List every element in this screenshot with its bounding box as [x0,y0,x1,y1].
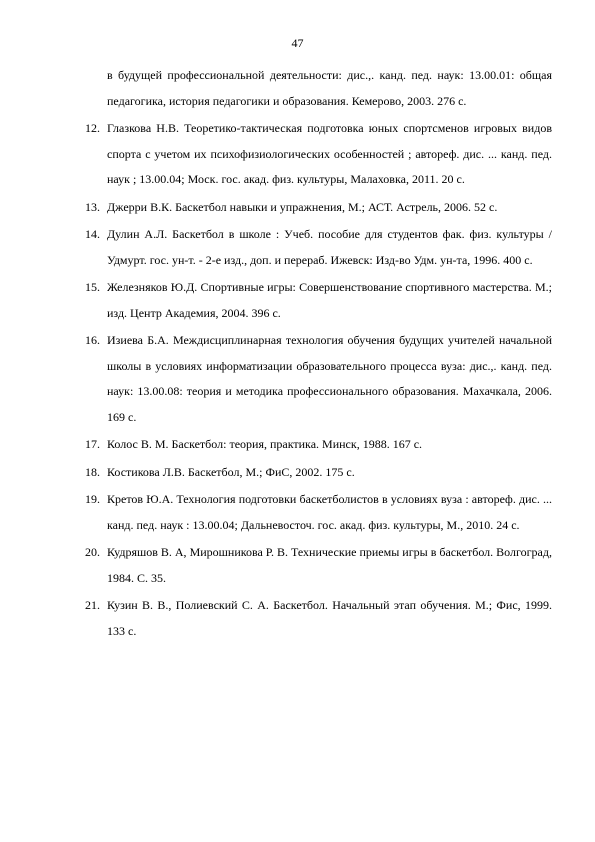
reference-number: 12. [85,121,100,135]
reference-number: 17. [85,437,100,451]
reference-list [85,63,552,646]
reference-text: Кузин В. В., Полиевский С. А. Баскетбол. Начальный этап обучения. М.; Фис, 1999. 133 с. [107,598,552,638]
reference-number: 15. [85,280,100,294]
reference-item [85,328,552,430]
reference-item [85,487,552,538]
reference-number: 18. [85,464,100,479]
reference-item [85,275,552,326]
reference-number: 13. [85,199,100,214]
reference-number: 20. [85,545,100,559]
reference-item [85,195,552,221]
reference-text: в будущей профессиональной деятельности: дис.,. канд. пед. наук: 13.00.01: общая педагогика, история педагогики и образования. Кемерово, 2003. 276 с. [107,68,552,108]
reference-text: Кудряшов В. А, Мирошникова Р. В. Технические приемы игры в баскетбол. Волгоград, 1984. С. 35. [107,545,552,585]
reference-number: 14. [85,227,100,241]
reference-item [85,222,552,273]
reference-item [85,116,552,193]
reference-item [85,63,552,114]
reference-number: 16. [85,333,100,347]
reference-item [85,593,552,644]
reference-text: Железняков Ю.Д. Спортивные игры: Совершенствование спортивного мастерства. М.; изд. Центр Академия, 2004. 396 с. [107,280,552,320]
page-number: 47 [291,36,304,50]
reference-text: Джерри В.К. Баскетбол навыки и упражнения, М.; АСТ. Астрель, 2006. 52 с. [107,199,498,214]
reference-item [85,460,552,486]
reference-number: 19. [85,492,100,506]
reference-text: Кретов Ю.А. Технология подготовки баскетболистов в условиях вуза : автореф. дис. ... канд. пед. наук : 13.00.04; Дальневосточ. гос. акад. физ. культуры, М., 2010. 24 с. [107,492,552,532]
reference-item [85,432,552,458]
reference-text: Костикова Л.В. Баскетбол, М.; ФиС, 2002. 175 с. [107,464,355,479]
reference-number: 21. [85,598,100,612]
reference-item [85,540,552,591]
reference-text: Колос В. М. Баскетбол: теория, практика. Минск, 1988. 167 с. [107,437,423,451]
reference-text: Изиева Б.А. Междисциплинарная технология обучения будущих учителей начальной школы в условиях информатизации образовательного процесса вуза: дис.,. канд. пед. наук: 13.00.08: теория и методика профессионального образования. Махачкала, 2006. 169 с. [107,333,552,424]
reference-text: Глазкова Н.В. Теоретико-тактическая подготовка юных спортсменов игровых видов спорта с учетом их психофизиологических особенностей ; автореф. дис. ... канд. пед. наук ; 13.00.04; Моск. гос. акад. физ. культуры, Малаховка, 2011. 20 с. [107,121,552,186]
reference-text: Дулин А.Л. Баскетбол в школе : Учеб. пособие для студентов фак. физ. культуры / Удмурт. гос. ун-т. - 2-е изд., доп. и перераб. Ижевск: Изд-во Удм. ун-та, 1996. 400 с. [107,227,552,267]
